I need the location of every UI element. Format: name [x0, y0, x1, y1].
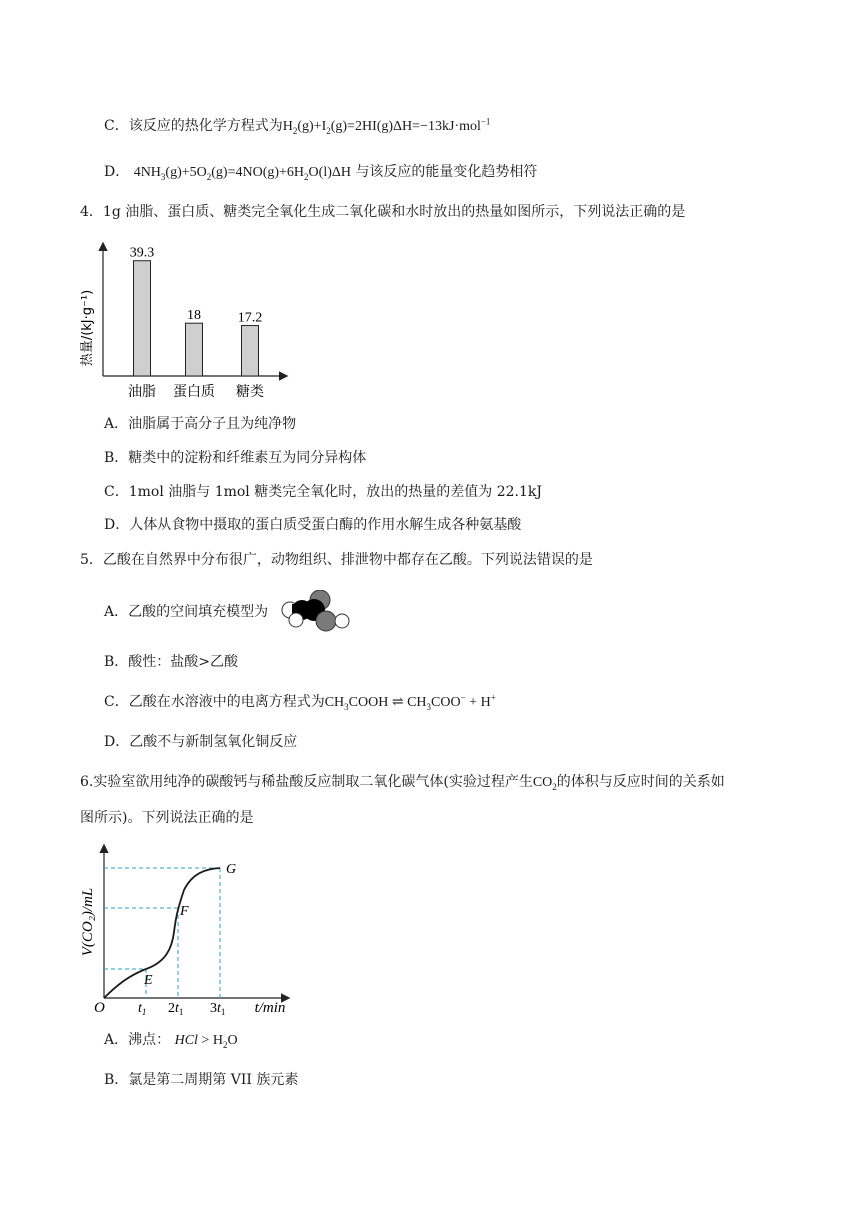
- q6-option-a: [104, 1030, 238, 1051]
- q6-stem-line1: 6.实验室欲用纯净的碳酸钙与稀盐酸反应制取二氧化碳气体(实验过程产生$CO_2$的体积与反应时间的关系如: [80, 774, 725, 792]
- data-label-1: 39.3: [129, 245, 155, 261]
- option-d-formula: $4NH_3(g)+5O_2(g)=4NO(g)+6H_2O(l)\Delta H$: [133, 165, 351, 182]
- option-c-text: C．乙酸在水溶液中的电离方程式为: [104, 694, 325, 710]
- heat-bar-chart: [78, 236, 298, 406]
- option-c-text: C．该反应的热化学方程式为: [104, 118, 283, 134]
- tick-label-3t1: $3t_1$: [210, 1001, 226, 1017]
- acetic-acid-space-filling-model: [278, 590, 354, 632]
- option-a-text: A．沸点：: [104, 1032, 171, 1048]
- q4-option-c: C．1mol 油脂与 1mol 糖类完全氧化时，放出的热量的差值为 22.1kJ: [104, 484, 542, 500]
- bar-2: [186, 323, 203, 376]
- category-label-1: 油脂: [128, 384, 156, 400]
- q4-option-d: D．人体从食物中摄取的蛋白质受蛋白酶的作用水解生成各种氨基酸: [104, 517, 522, 533]
- tick-label-2t1: $2t_1$: [168, 1001, 184, 1017]
- option-c-formula: $CH_3COOH$ ⇌ $CH_3COO^- + H^+$: [324, 692, 496, 712]
- data-label-3: 17.2: [237, 310, 263, 326]
- co2-volume-time-chart: [76, 840, 298, 1020]
- q5-option-a: [104, 602, 268, 622]
- option-c-formula: $H_2(g)+I_2(g)=2HI(g)\Delta H=-13kJ\cdot mol^{-1}$: [282, 116, 491, 136]
- q5-option-b: B．酸性：盐酸>乙酸: [104, 654, 239, 670]
- q5-option-c: [104, 692, 496, 713]
- y-axis-label: 热量/(kJ·g⁻¹): [80, 289, 95, 367]
- x-axis-label: t/min: [254, 1000, 286, 1016]
- origin-label: O: [94, 1000, 105, 1016]
- option-d-label: D．: [104, 164, 130, 180]
- data-label-2: 18: [187, 308, 201, 324]
- q6-option-b: B．氯是第二周期第 VII 族元素: [104, 1072, 299, 1088]
- bar-1: [134, 261, 151, 376]
- point-label-f: F: [180, 904, 189, 919]
- q4-option-b: B．糖类中的淀粉和纤维素互为同分异构体: [104, 450, 367, 466]
- option-a-text: A．乙酸的空间填充模型为: [104, 604, 269, 620]
- q6-stem-line2: 图所示)。下列说法正确的是: [80, 810, 254, 826]
- bar-3: [242, 326, 259, 376]
- tick-label-t1: $t_1$: [138, 1001, 147, 1017]
- q4-stem: 4．1g 油脂、蛋白质、糖类完全氧化生成二氧化碳和水时放出的热量如图所示，下列说法正确的是: [80, 204, 686, 220]
- q5-option-d: D．乙酸不与新制氢氧化铜反应: [104, 734, 298, 750]
- category-label-2: 蛋白质: [173, 384, 215, 400]
- q3-option-d: [104, 162, 537, 183]
- q4-option-a: A．油脂属于高分子且为纯净物: [104, 416, 297, 432]
- y-axis-label: V(CO₂)/mL: [80, 887, 96, 957]
- q3-option-c: [104, 116, 490, 137]
- option-a-formula: HCl > $H_2O$: [174, 1033, 238, 1050]
- point-label-e: E: [144, 973, 153, 988]
- guide-lines: [104, 868, 220, 998]
- point-label-g: G: [226, 862, 237, 877]
- q5-stem: 5．乙酸在自然界中分布很广，动物组织、排泄物中都存在乙酸。下列说法错误的是: [80, 552, 593, 568]
- option-d-text: 与该反应的能量变化趋势相符: [355, 164, 538, 180]
- category-label-3: 糖类: [236, 384, 264, 400]
- volume-curve: [104, 868, 220, 998]
